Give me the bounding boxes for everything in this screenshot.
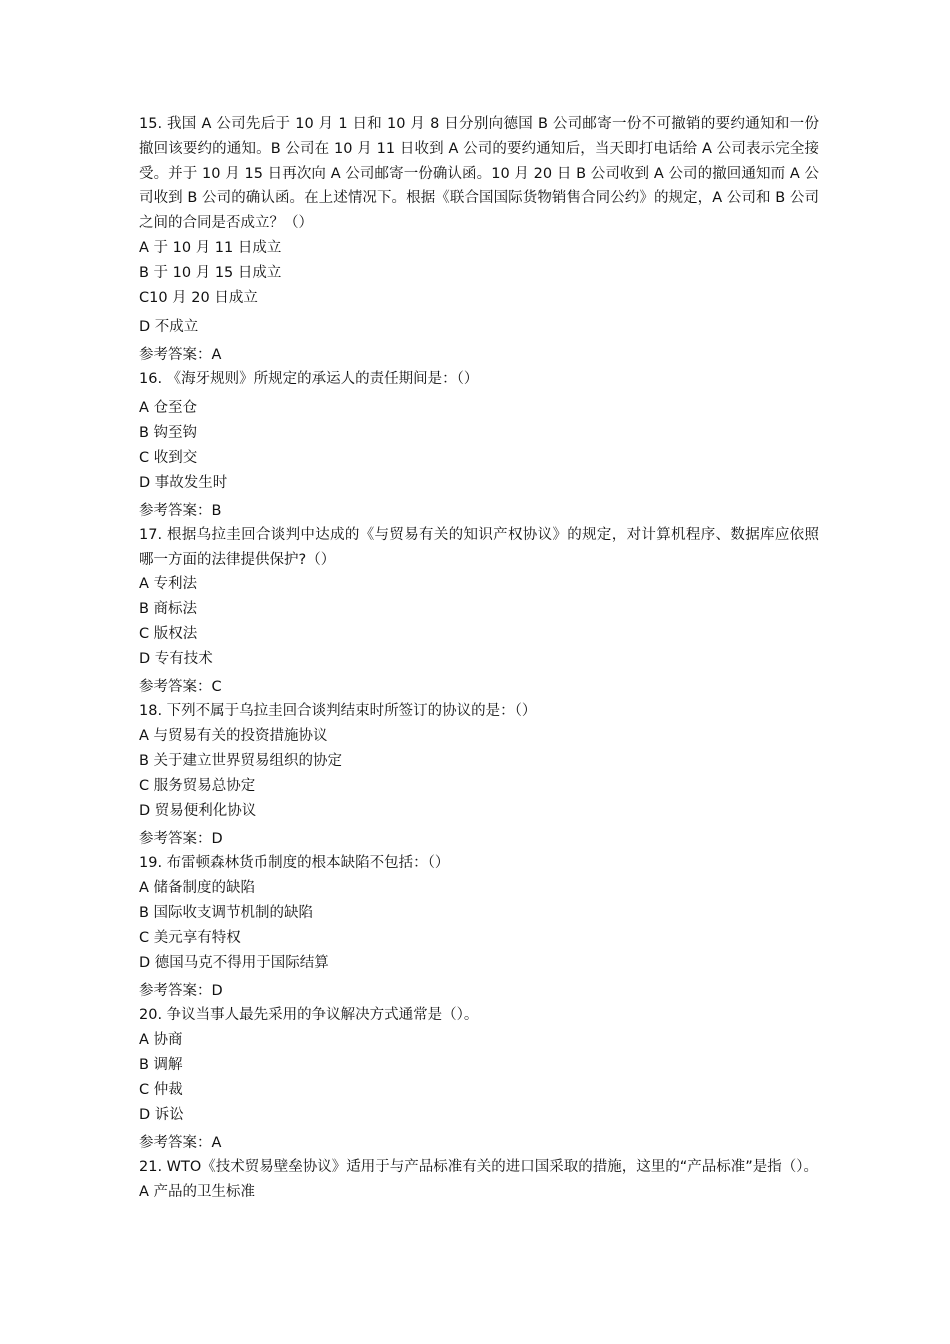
question-text: 15. 我国 A 公司先后于 10 月 1 日和 10 月 8 日分别向德国 B 公司邮寄一份不可撤销的要约通知和一份撤回该要约的通知。B 公司在 10 月 11 日收到 A 公司的要约通知后，当天即打电话给 A 公司表示完全接受。并于 10 月 15 日再次向 A 公司邮寄一份确认函。10 月 20 日 B 公司收到 A 公司的撤回通知而 A 公司收到 B 公司的确认函。在上述情况下。根据《联合国国际货物销售合同公约》的规定，A 公司和 B 公司之间的合同是否成立？（）: [139, 116, 819, 232]
option-b: B 商标法: [139, 601, 198, 618]
option-d: D 贸易便利化协议: [139, 803, 257, 820]
question-20: [139, 1003, 819, 1155]
option-a: A 于 10 月 11 日成立: [139, 239, 282, 256]
question-text: 19. 布雷顿森林货币制度的根本缺陷不包括：（）: [139, 855, 450, 872]
option-d: D 事故发生时: [139, 474, 228, 491]
option-a: A 协商: [139, 1031, 183, 1048]
option-d: D 诉讼: [139, 1106, 184, 1123]
answer-line: 参考答案：D: [139, 831, 223, 848]
answer-line: 参考答案：C: [139, 679, 222, 696]
question-16: [139, 367, 819, 523]
answer-line: 参考答案：D: [139, 982, 223, 999]
option-d: D 专有技术: [139, 651, 213, 668]
question-18: [139, 699, 819, 851]
option-c: C 仲裁: [139, 1081, 183, 1098]
document-body: [139, 112, 819, 1205]
answer-line: 参考答案：A: [139, 1134, 222, 1151]
question-17: [139, 523, 819, 700]
option-b: B 关于建立世界贸易组织的协定: [139, 753, 343, 770]
option-a: A 与贸易有关的投资措施协议: [139, 728, 328, 745]
option-c: C10 月 20 日成立: [139, 289, 258, 306]
question-text: 21. WTO《技术贸易壁垒协议》适用于与产品标准有关的进口国采取的措施，这里的“产品标准”是指（）。: [139, 1158, 819, 1175]
option-b: B 国际收支调节机制的缺陷: [139, 904, 314, 921]
option-a: A 专利法: [139, 576, 198, 593]
option-b: B 钩至钩: [139, 424, 198, 441]
question-19: [139, 851, 819, 1003]
option-a: A 储备制度的缺陷: [139, 879, 256, 896]
option-c: C 收到交: [139, 449, 198, 466]
question-text: 20. 争议当事人最先采用的争议解决方式通常是（）。: [139, 1006, 479, 1023]
option-a: A 产品的卫生标准: [139, 1183, 256, 1200]
question-text: 17. 根据乌拉圭回合谈判中达成的《与贸易有关的知识产权协议》的规定，对计算机程序、数据库应依照哪一方面的法律提供保护?（）: [139, 526, 819, 568]
option-c: C 版权法: [139, 626, 198, 643]
question-text: 18. 下列不属于乌拉圭回合谈判结束时所签订的协议的是：（）: [139, 703, 537, 720]
question-21: [139, 1155, 819, 1205]
option-c: C 美元享有特权: [139, 929, 241, 946]
question-text: 16. 《海牙规则》所规定的承运人的责任期间是：（）: [139, 370, 479, 387]
question-15: [139, 112, 819, 367]
option-b: B 调解: [139, 1056, 183, 1073]
answer-line: 参考答案：A: [139, 346, 222, 363]
option-c: C 服务贸易总协定: [139, 778, 256, 795]
option-b: B 于 10 月 15 日成立: [139, 264, 282, 281]
option-a: A 仓至仓: [139, 399, 198, 416]
option-d: D 德国马克不得用于国际结算: [139, 954, 329, 971]
option-d: D 不成立: [139, 318, 199, 335]
answer-line: 参考答案：B: [139, 502, 222, 519]
